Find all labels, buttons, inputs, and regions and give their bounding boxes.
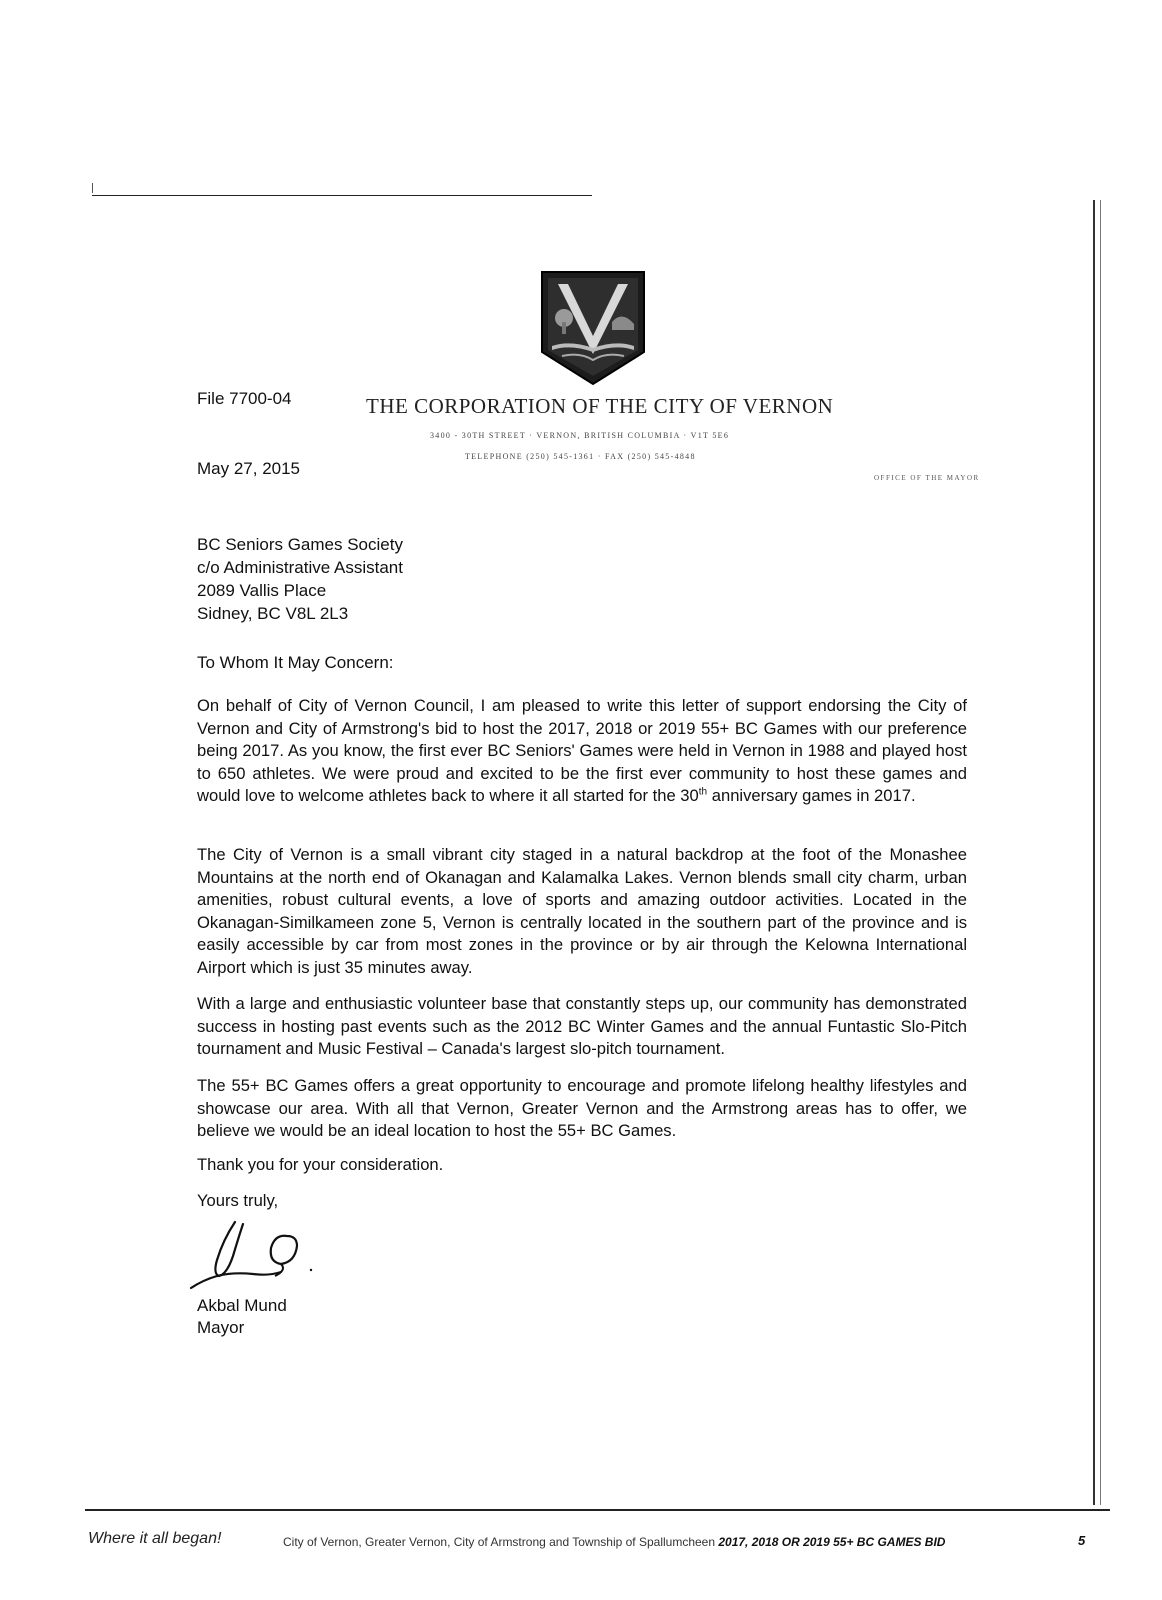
letterhead-office: OFFICE OF THE MAYOR	[874, 474, 980, 482]
signature-image	[183, 1216, 323, 1292]
recipient-line-2: c/o Administrative Assistant	[197, 558, 403, 577]
paragraph-1	[197, 695, 967, 808]
footer-bid-prefix: City of Vernon, Greater Vernon, City of Armstrong and Township of Spallumcheen	[283, 1535, 719, 1549]
paragraph-3: With a large and enthusiastic volunteer base that constantly steps up, our community has demonstrated success in hosting past events such as the 2012 BC Winter Games and the annual Funtastic Slo-Pitch tournament and Music Festival – Canada's largest slo-pitch tournament.	[197, 994, 967, 1058]
paragraph-1-text: On behalf of City of Vernon Council, I am pleased to write this letter of support endorsing the City of Vernon and City of Armstrong's bid to host the 2017, 2018 or 2019 55+ BC Games with our preference being 2017. As you know, the first ever BC Seniors' Games were held in Vernon in 1988 and played host to 650 athletes. We were proud and excited to be the first ever community to host these games and would love to welcome athletes back to where it all started for the 30	[197, 696, 967, 805]
file-number: File 7700-04	[197, 389, 292, 408]
signer-title: Mayor	[197, 1318, 245, 1337]
letter-date: May 27, 2015	[197, 459, 301, 478]
letterhead-phone: TELEPHONE (250) 545-1361 · FAX (250) 545-4848	[465, 452, 696, 461]
recipient-line-3: 2089 Vallis Place	[197, 581, 327, 600]
paragraph-1-tail: anniversary games in 2017.	[707, 786, 916, 805]
page-number: 5	[1078, 1533, 1086, 1548]
city-crest-icon	[540, 270, 646, 386]
recipient-line-4: Sidney, BC V8L 2L3	[197, 604, 349, 623]
letterhead-address: 3400 - 30TH STREET · VERNON, BRITISH COLUMBIA · V1T 5E6	[430, 431, 730, 440]
recipient-line-1: BC Seniors Games Society	[197, 535, 403, 554]
paragraph-4: The 55+ BC Games offers a great opportunity to encourage and promote lifelong healthy lifestyles and showcase our area. With all that Vernon, Greater Vernon and the Armstrong areas has to offer, we believe we would be an ideal location to host the 55+ BC Games.	[197, 1076, 967, 1140]
footer-bid-title	[283, 1535, 945, 1549]
thanks-line: Thank you for your consideration.	[197, 1155, 444, 1174]
scan-tick-mark	[92, 183, 97, 193]
paragraph-1-superscript: th	[698, 786, 708, 798]
scan-right-edge	[1093, 200, 1101, 1505]
scan-top-rule	[92, 195, 592, 196]
salutation: To Whom It May Concern:	[197, 653, 394, 672]
paragraph-2: The City of Vernon is a small vibrant city staged in a natural backdrop at the foot of the Monashee Mountains at the north end of Okanagan and Kalamalka Lakes. Vernon blends small city charm, urban amenities, robust cultural events, a love of sports and amazing outdoor activities. Located in the Okanagan-Similkameen zone 5, Vernon is centrally located in the southern part of the province and is easily accessible by car from most zones in the province or by air through the Kelowna International Airport which is just 35 minutes away.	[197, 845, 967, 977]
letterhead-organization: THE CORPORATION OF THE CITY OF VERNON	[366, 394, 834, 418]
footer-rule	[85, 1509, 1110, 1511]
closing-line: Yours truly,	[197, 1191, 279, 1210]
signer-name: Akbal Mund	[197, 1296, 287, 1315]
footer-bid-emphasis: 2017, 2018 OR 2019 55+ BC GAMES BID	[718, 1535, 946, 1549]
footer-tagline: Where it all began!	[88, 1530, 222, 1547]
recipient-address	[197, 533, 403, 625]
